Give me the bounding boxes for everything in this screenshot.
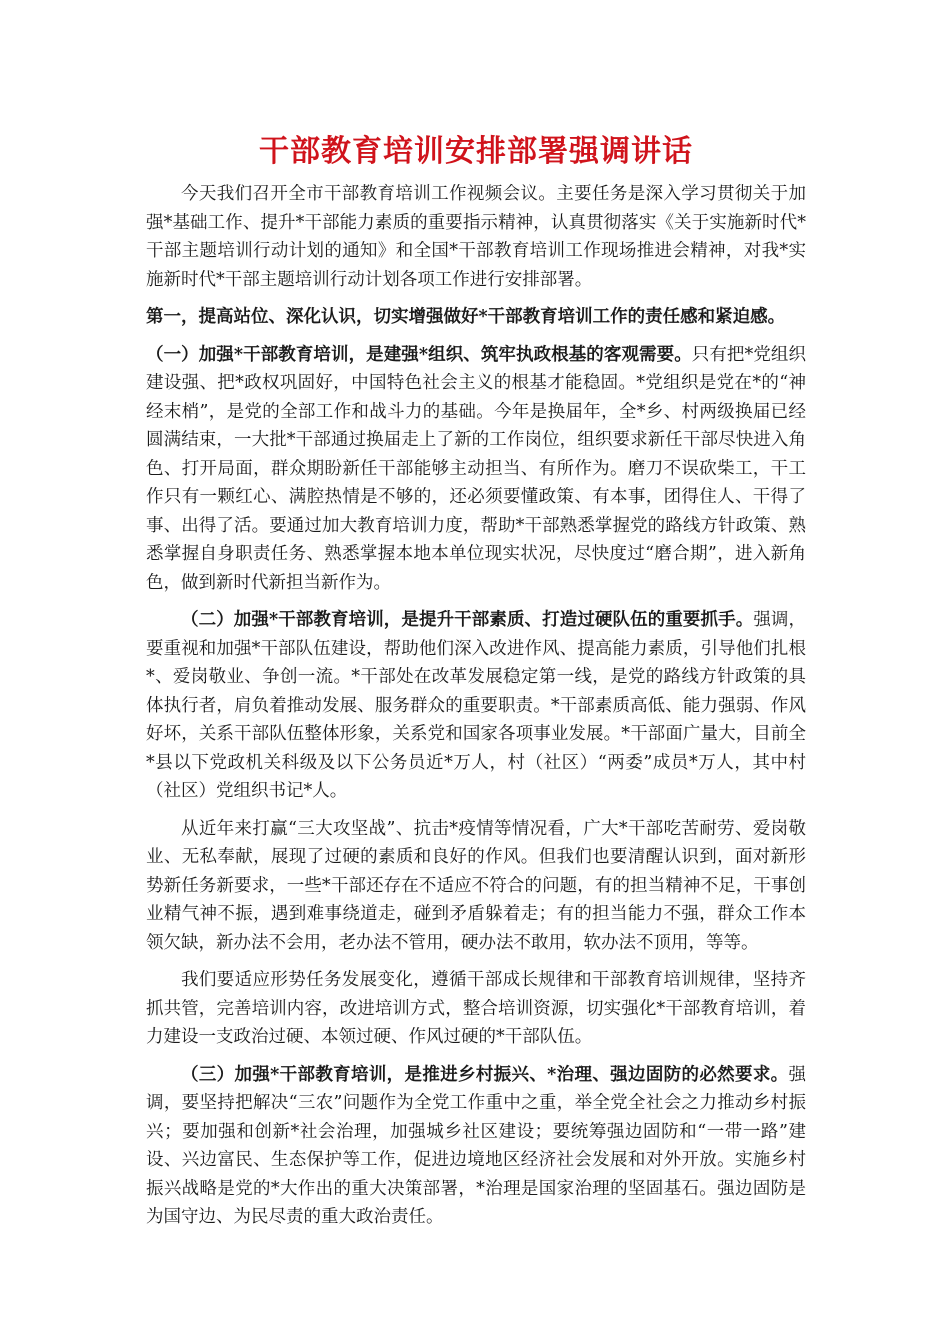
paragraph-1 [146,341,806,598]
section-heading-1: 第一，提高站位、深化认识，切实增强做好*干部教育培训工作的责任感和紧迫感。 [146,307,786,327]
paragraph-5-lead: （三）加强*干部教育培训，是推进乡村振兴、*治理、强边固防的必然要求。 [181,1064,789,1085]
paragraph-4: 我们要适应形势任务发展变化，遵循干部成长规律和干部教育培训规律，坚持齐抓共管，完善培训内容，改进培训方式，整合培训资源，切实强化*干部教育培训，着力建设一支政治过硬、本领过硬、作风过硬的*干部队伍。 [146,970,806,1047]
paragraph-1-lead: （一）加强*干部教育培训，是建强*组织、筑牢执政根基的客观需要。 [146,344,692,365]
paragraph-5 [146,1061,806,1232]
document-title: 干部教育培训安排部署强调讲话 [259,134,693,169]
paragraph-5-body: 强调，要坚持把解决“三农”问题作为全党工作重中之重，举全党全社会之力推动乡村振兴；要加强和创新*社会治理，加强城乡社区建设；要统筹强边固防和“一带一路”建设、兴边富民、生态保护等工作，促进边境地区经济社会发展和对外开放。实施乡村振兴战略是党的*大作出的重大决策部署，*治理是国家治理的坚固基石。强边固防是为国守边、为民尽责的重大政治责任。 [146,1064,806,1227]
intro-paragraph: 今天我们召开全市干部教育培训工作视频会议。主要任务是深入学习贯彻关于加强*基础工作、提升*干部能力素质的重要指示精神，认真贯彻落实《关于实施新时代*干部主题培训行动计划的通知》和全国*干部教育培训工作现场推进会精神，对我*实施新时代*干部主题培训行动计划各项工作进行安排部署。 [146,184,806,290]
paragraph-2-lead: （二）加强*干部教育培训，是提升干部素质、打造过硬队伍的重要抓手。 [181,610,754,630]
document-page [146,130,806,1241]
paragraph-3: 从近年来打赢“三大攻坚战”、抗击*疫情等情况看，广大*干部吃苦耐劳、爱岗敬业、无私奉献，展现了过硬的素质和良好的作风。但我们也要清醒认识到，面对新形势新任务新要求，一些*干部还存在不适应不符合的问题，有的担当精神不足，干事创业精气神不振，遇到难事绕道走，碰到矛盾躲着走；有的担当能力不强，群众工作本领欠缺，新办法不会用，老办法不管用，硬办法不敢用，软办法不顶用，等等。 [146,818,806,953]
paragraph-2 [146,606,806,806]
paragraph-1-body: 只有把*党组织建设强、把*政权巩固好，中国特色社会主义的根基才能稳固。*党组织是党在*的“神经末梢”，是党的全部工作和战斗力的基础。今年是换届年，全*乡、村两级换届已经圆满结束，一大批*干部通过换届走上了新的工作岗位，组织要求新任干部尽快进入角色、打开局面，群众期盼新任干部能够主动担当、有所作为。磨刀不误砍柴工，干工作只有一颗红心、满腔热情是不够的，还必须要懂政策、有本事，团得住人、干得了事、出得了活。要通过加大教育培训力度，帮助*干部熟悉掌握党的路线方针政策、熟悉掌握自身职责任务、熟悉掌握本地本单位现实状况，尽快度过“磨合期”，进入新角色，做到新时代新担当新作为。 [146,344,806,593]
paragraph-2-body: 强调，要重视和加强*干部队伍建设，帮助他们深入改进作风、提高能力素质，引导他们扎根*、爱岗敬业、争创一流。*干部处在改革发展稳定第一线，是党的路线方针政策的具体执行者，肩负着推动发展、服务群众的重要职责。*干部素质高低、能力强弱、作风好坏，关系干部队伍整体形象，关系党和国家各项事业发展。*干部面广量大，目前全*县以下党政机关科级及以下公务员近*万人，村（社区）“两委”成员*万人，其中村（社区）党组织书记*人。 [146,610,807,801]
